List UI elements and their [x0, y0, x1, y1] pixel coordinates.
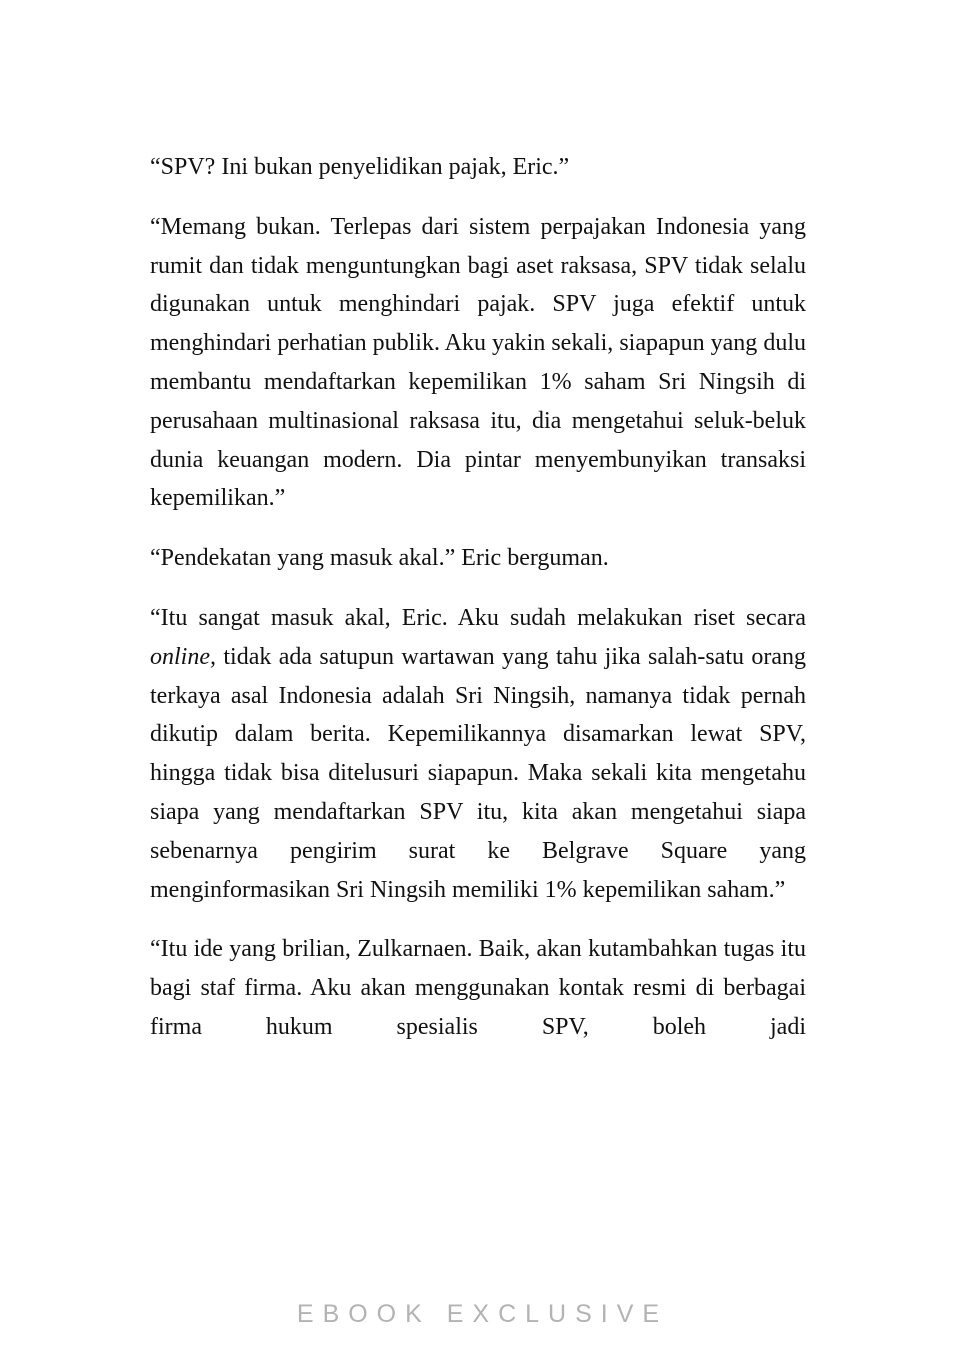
footer-watermark: EBOOK EXCLUSIVE	[296, 1300, 669, 1328]
page-body	[150, 148, 806, 1068]
paragraph-4	[150, 599, 806, 909]
paragraph-2: “Memang bukan. Terlepas dari sistem perpajakan Indonesia yang rumit dan tidak menguntungkan bagi aset raksasa, SPV tidak selalu digunakan untuk menghindari pajak. SPV juga efektif untuk menghindari perhatian publik. Aku yakin sekali, siapapun yang dulu membantu mendaftarkan kepemilikan 1% saham Sri Ningsih di perusahaan multinasional raksasa itu, dia mengetahui seluk-beluk dunia keuangan modern. Dia pintar menyembunyikan transaksi kepemilikan.”	[150, 213, 806, 512]
paragraph-5: “Itu ide yang brilian, Zulkarnaen. Baik, akan kutambahkan tugas itu bagi staf firma. Aku akan menggunakan kontak resmi di berbagai firma hukum spesialis SPV, boleh jadi	[150, 936, 806, 1040]
paragraph-4-before: “Itu sangat masuk akal, Eric. Aku sudah melakukan riset secara	[150, 604, 806, 631]
paragraph-4-after: tidak ada satupun wartawan yang tahu jika salah-satu orang terkaya asal Indonesia adalah Sri Ningsih, namanya tidak pernah dikutip dalam berita. Kepemilikannya disamarkan lewat SPV, hingga tidak bisa ditelusuri siapapun. Maka sekali kita mengetahu siapa yang mendaftarkan SPV itu, kita akan mengetahui siapa sebenarnya pengirim surat ke Belgrave Square yang menginformasikan Sri Ningsih memiliki 1% kepemilikan saham.”	[150, 643, 806, 903]
paragraph-4-italic: online,	[150, 643, 216, 670]
paragraph-3: “Pendekatan yang masuk akal.” Eric berguman.	[150, 545, 609, 572]
paragraph-1: “SPV? Ini bukan penyelidikan pajak, Eric.”	[150, 154, 570, 180]
